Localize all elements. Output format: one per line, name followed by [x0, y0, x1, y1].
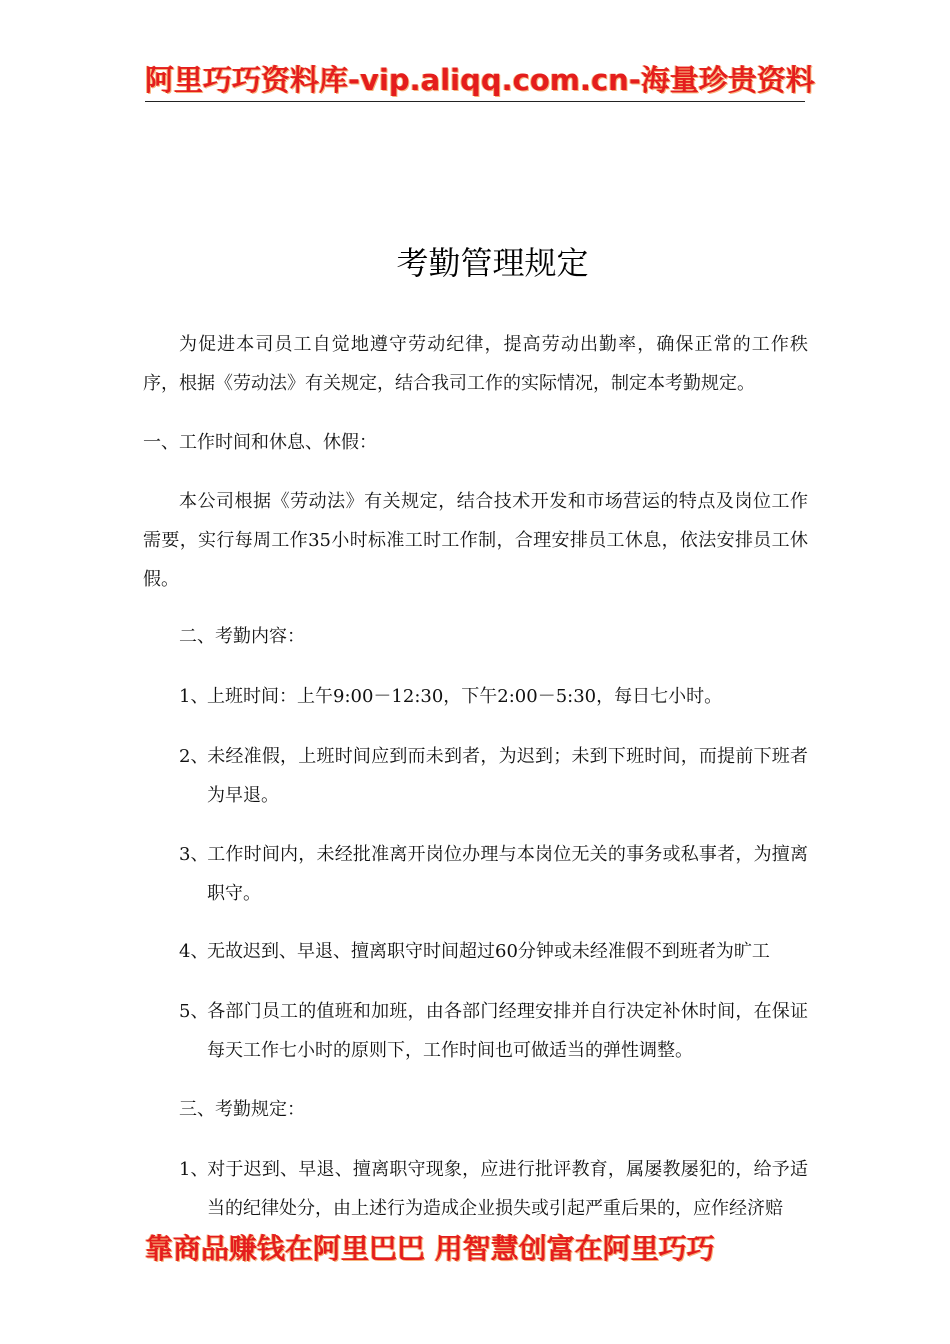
- section-2-item-2: [179, 737, 808, 815]
- list-number: 1、: [179, 1159, 209, 1180]
- section-1-heading: 一、工作时间和休息、休假：: [143, 432, 377, 453]
- section-2-item-3: [179, 835, 808, 913]
- section-3-item-1: [179, 1150, 808, 1228]
- document-title: 考勤管理规定: [396, 244, 589, 282]
- list-text: 对于迟到、早退、擅离职守现象，应进行批评教育，属屡教屡犯的，给予适当的纪律处分，由上述行为造成企业损失或引起严重后果的，应作经济赔: [207, 1159, 808, 1219]
- section-2-item-4: [179, 932, 808, 971]
- list-number: 4、: [179, 941, 209, 962]
- list-text: 各部门员工的值班和加班，由各部门经理安排并自行决定补休时间，在保证每天工作七小时的原则下，工作时间也可做适当的弹性调整。: [207, 1001, 808, 1061]
- section-2-item-1: [179, 677, 808, 716]
- list-number: 5、: [179, 1001, 209, 1022]
- list-text: 无故迟到、早退、擅离职守时间超过60分钟或未经准假不到班者为旷工: [207, 941, 770, 962]
- list-text: 未经准假，上班时间应到而未到者，为迟到；未到下班时间，而提前下班者为早退。: [207, 746, 808, 806]
- section-1-body: 本公司根据《劳动法》有关规定，结合技术开发和市场营运的特点及岗位工作需要，实行每周工作35小时标准工时工作制，合理安排员工休息，依法安排员工休假。: [143, 491, 808, 590]
- list-number: 3、: [179, 844, 209, 865]
- list-text: 上班时间：上午9:00－12:30，下午2:00－5:30，每日七小时。: [207, 686, 723, 707]
- footer-banner: 靠商品赚钱在阿里巴巴 用智慧创富在阿里巧巧: [145, 1232, 715, 1265]
- list-number: 2、: [179, 746, 209, 767]
- header-banner: 阿里巧巧资料库-vip.aliqq.com.cn-海量珍贵资料: [145, 63, 815, 97]
- section-3-heading: 三、考勤规定：: [179, 1099, 305, 1120]
- header-divider: [145, 101, 805, 102]
- list-number: 1、: [179, 686, 209, 707]
- section-2-heading: 二、考勤内容：: [179, 626, 305, 647]
- section-2-item-5: [179, 992, 808, 1070]
- intro-paragraph: 为促进本司员工自觉地遵守劳动纪律，提高劳动出勤率，确保正常的工作秩序，根据《劳动法》有关规定，结合我司工作的实际情况，制定本考勤规定。: [143, 334, 808, 394]
- list-text: 工作时间内，未经批准离开岗位办理与本岗位无关的事务或私事者，为擅离职守。: [207, 844, 808, 904]
